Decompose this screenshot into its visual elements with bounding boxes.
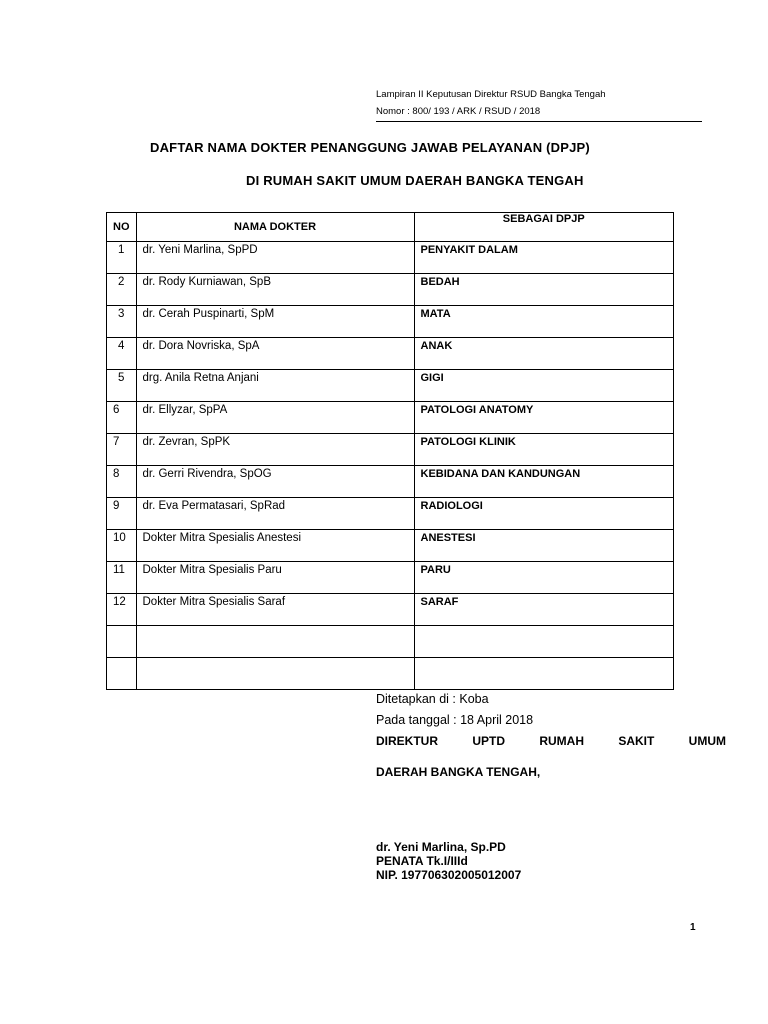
cell-dpjp: PATOLOGI KLINIK — [414, 434, 674, 466]
signature-block — [376, 692, 726, 786]
doctor-table — [106, 212, 674, 690]
cell-no: 1 — [107, 242, 137, 274]
attachment-line: Lampiran II Keputusan Direktur RSUD Bangka Tengah — [376, 89, 606, 100]
cell-no: 9 — [107, 498, 137, 530]
cell-dpjp: PATOLOGI ANATOMY — [414, 402, 674, 434]
cell-dpjp: PENYAKIT DALAM — [414, 242, 674, 274]
position-word: UMUM — [688, 734, 726, 748]
cell-doctor-name — [136, 626, 414, 658]
cell-dpjp: SARAF — [414, 594, 674, 626]
cell-no: 10 — [107, 530, 137, 562]
cell-doctor-name: Dokter Mitra Spesialis Anestesi — [136, 530, 414, 562]
header-no: NO — [107, 213, 137, 242]
table-row — [107, 498, 674, 530]
cell-no: 8 — [107, 466, 137, 498]
cell-dpjp: RADIOLOGI — [414, 498, 674, 530]
cell-doctor-name: dr. Eva Permatasari, SpRad — [136, 498, 414, 530]
cell-dpjp — [414, 626, 674, 658]
table-row — [107, 594, 674, 626]
table-row — [107, 274, 674, 306]
cell-doctor-name: dr. Cerah Puspinarti, SpM — [136, 306, 414, 338]
table-row — [107, 402, 674, 434]
cell-doctor-name: drg. Anila Retna Anjani — [136, 370, 414, 402]
cell-doctor-name: Dokter Mitra Spesialis Paru — [136, 562, 414, 594]
cell-dpjp: ANAK — [414, 338, 674, 370]
cell-no: 3 — [107, 306, 137, 338]
document-title: DAFTAR NAMA DOKTER PENANGGUNG JAWAB PELAYANAN (DPJP) — [150, 140, 590, 155]
table-row — [107, 370, 674, 402]
cell-no — [107, 658, 137, 690]
cell-dpjp: BEDAH — [414, 274, 674, 306]
table-row — [107, 434, 674, 466]
position-word: DIREKTUR — [376, 734, 438, 748]
cell-doctor-name: dr. Rody Kurniawan, SpB — [136, 274, 414, 306]
cell-dpjp: PARU — [414, 562, 674, 594]
cell-no: 5 — [107, 370, 137, 402]
decree-number-line: Nomor : 800/ 193 / ARK / RSUD / 2018 — [376, 103, 702, 122]
cell-no — [107, 626, 137, 658]
position-word: SAKIT — [618, 734, 655, 748]
table-row — [107, 242, 674, 274]
signer-rank: PENATA Tk.I/IIId — [376, 854, 468, 868]
page-number: 1 — [690, 922, 696, 933]
cell-doctor-name: Dokter Mitra Spesialis Saraf — [136, 594, 414, 626]
cell-doctor-name: dr. Dora Novriska, SpA — [136, 338, 414, 370]
position-word: RUMAH — [539, 734, 584, 748]
cell-dpjp — [414, 658, 674, 690]
header-doctor-name: NAMA DOKTER — [136, 213, 414, 242]
cell-no: 7 — [107, 434, 137, 466]
signer-details — [376, 840, 521, 882]
signer-position — [376, 734, 726, 755]
attachment-reference — [376, 86, 702, 122]
cell-doctor-name — [136, 658, 414, 690]
table-header-row — [107, 213, 674, 242]
issued-place: Ditetapkan di : Koba — [376, 692, 489, 706]
cell-doctor-name: dr. Zevran, SpPK — [136, 434, 414, 466]
signer-nip: NIP. 197706302005012007 — [376, 868, 522, 882]
cell-dpjp: MATA — [414, 306, 674, 338]
cell-doctor-name: dr. Gerri Rivendra, SpOG — [136, 466, 414, 498]
cell-no: 12 — [107, 594, 137, 626]
signer-position-line2: DAERAH BANGKA TENGAH, — [376, 765, 541, 779]
cell-dpjp: ANESTESI — [414, 530, 674, 562]
table-row — [107, 658, 674, 690]
document-subtitle: DI RUMAH SAKIT UMUM DAERAH BANGKA TENGAH — [246, 173, 584, 188]
table-row — [107, 562, 674, 594]
table-row — [107, 466, 674, 498]
cell-doctor-name: dr. Yeni Marlina, SpPD — [136, 242, 414, 274]
table-row — [107, 626, 674, 658]
table-row — [107, 338, 674, 370]
cell-no: 6 — [107, 402, 137, 434]
cell-doctor-name: dr. Ellyzar, SpPA — [136, 402, 414, 434]
table-body — [107, 242, 674, 690]
table-row — [107, 530, 674, 562]
signer-name: dr. Yeni Marlina, Sp.PD — [376, 840, 506, 854]
table-row — [107, 306, 674, 338]
cell-dpjp: KEBIDANA DAN KANDUNGAN — [414, 466, 674, 498]
header-dpjp: SEBAGAI DPJP — [414, 213, 674, 242]
cell-no: 2 — [107, 274, 137, 306]
cell-dpjp: GIGI — [414, 370, 674, 402]
position-word: UPTD — [472, 734, 505, 748]
issued-date: Pada tanggal : 18 April 2018 — [376, 713, 534, 727]
cell-no: 11 — [107, 562, 137, 594]
cell-no: 4 — [107, 338, 137, 370]
